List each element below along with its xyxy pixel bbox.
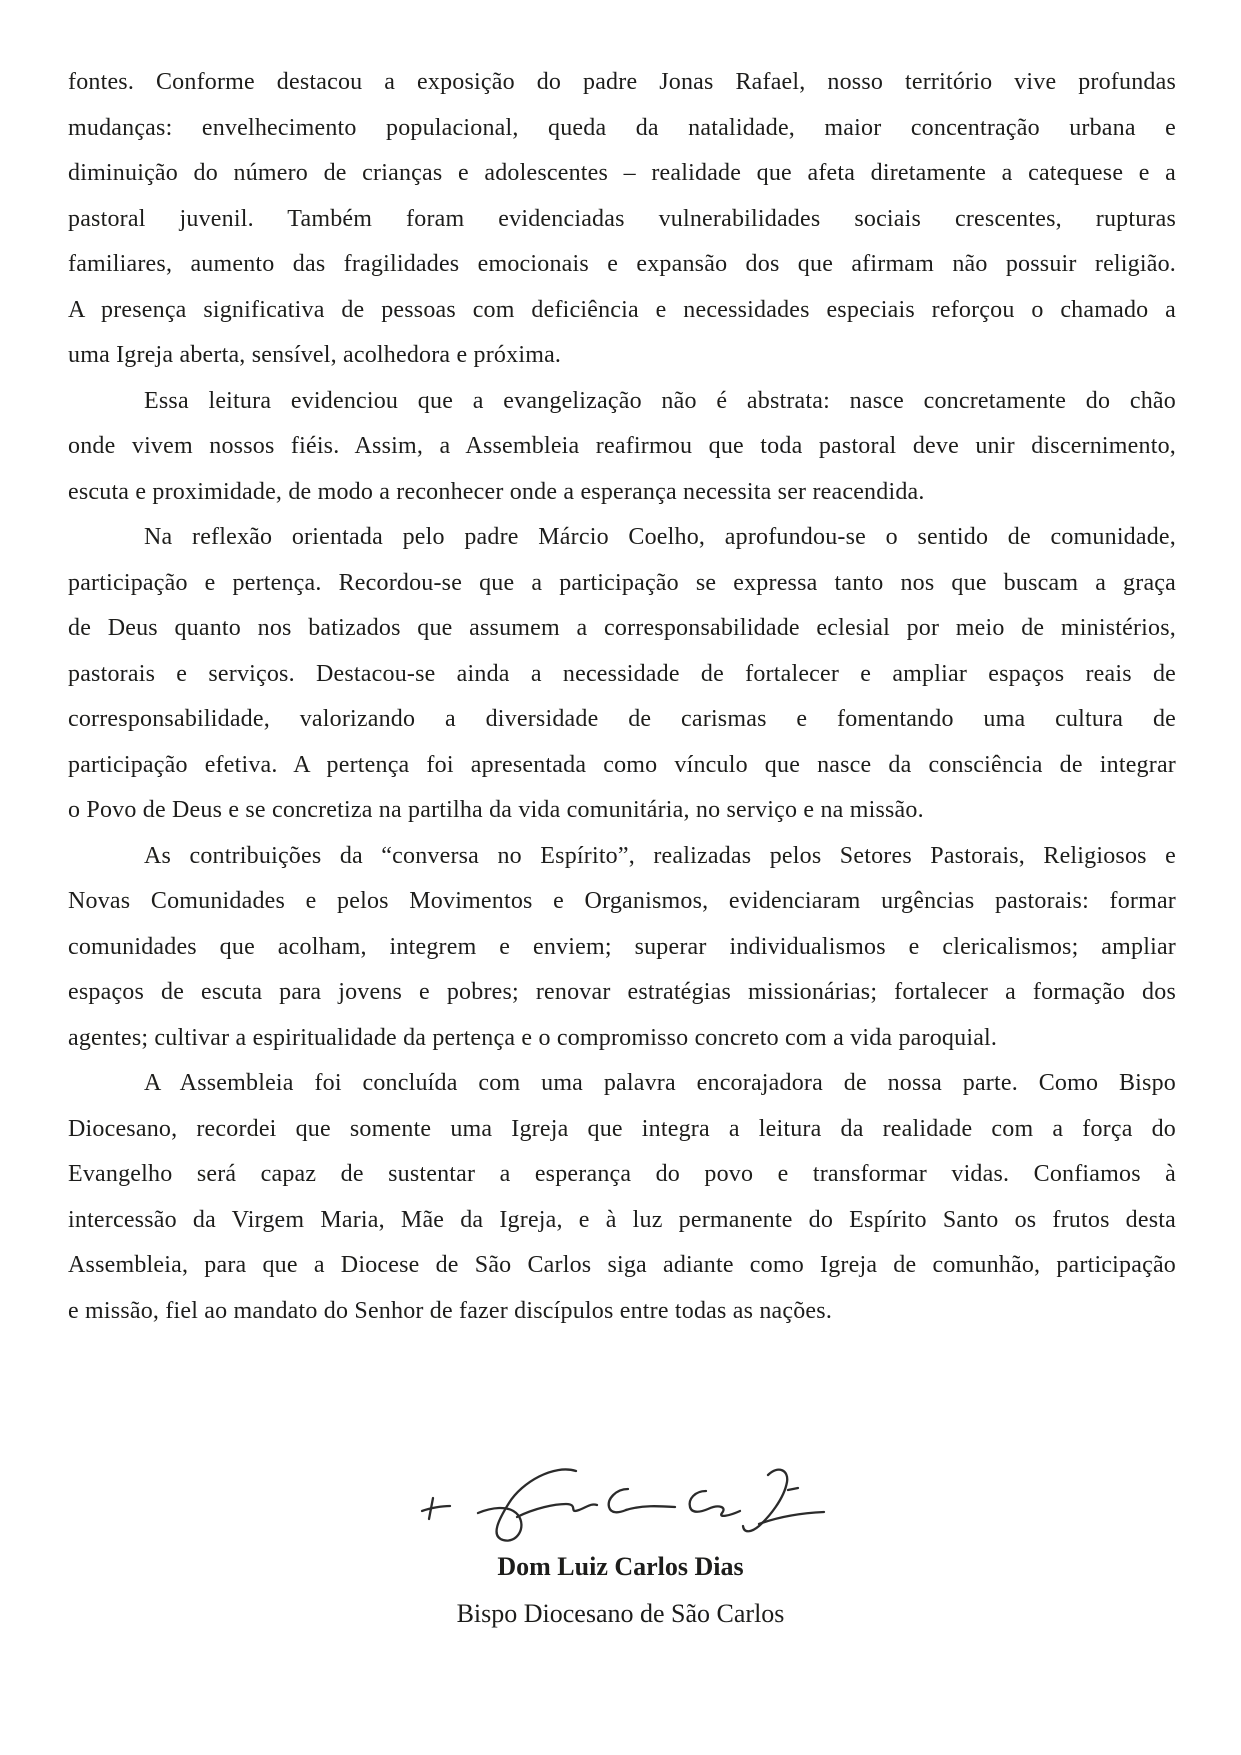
signatory-title: Bispo Diocesano de São Carlos xyxy=(456,1599,785,1628)
text-line: agentes; cultivar a espiritualidade da pertença e o compromisso concreto com a vida paroquial. xyxy=(68,1024,998,1051)
text-line: participação efetiva. A pertença foi apresentada como vínculo que nasce da consciência de integrar xyxy=(68,751,1176,778)
text-line: participação e pertença. Recordou-se que a participação se expressa tanto nos que buscam a graça xyxy=(68,569,1176,596)
text-line: o Povo de Deus e se concretiza na partilha da vida comunitária, no serviço e na missão. xyxy=(68,797,924,823)
text-line: Diocesano, recordei que somente uma Igreja que integra a leitura da realidade com a força do xyxy=(68,1115,1176,1142)
text-line: diminuição do número de crianças e adolescentes – realidade que afeta diretamente a catequese e a xyxy=(68,160,1176,186)
text-line: intercessão da Virgem Maria, Mãe da Igreja, e à luz permanente do Espírito Santo os frutos desta xyxy=(68,1206,1176,1233)
text-line: A presença significativa de pessoas com deficiência e necessidades especiais reforçou o chamado a xyxy=(68,296,1176,323)
text-line: pastoral juvenil. Também foram evidenciadas vulnerabilidades sociais crescentes, rupturas xyxy=(68,205,1176,232)
text-line: comunidades que acolham, integrem e enviem; superar individualismos e clericalismos; ampliar xyxy=(68,933,1176,960)
signature-block xyxy=(0,1462,1241,1631)
text-line: onde vivem nossos fiéis. Assim, a Assembleia reafirmou que toda pastoral deve unir discernimento, xyxy=(68,433,1176,459)
text-line: As contribuições da “conversa no Espírito”, realizadas pelos Setores Pastorais, Religiosos e xyxy=(144,842,1176,869)
text-line: espaços de escuta para jovens e pobres; renovar estratégias missionárias; fortalecer a formação dos xyxy=(68,979,1176,1005)
text-line: e missão, fiel ao mandato do Senhor de fazer discípulos entre todas as nações. xyxy=(68,1297,833,1324)
text-line: corresponsabilidade, valorizando a diversidade de carismas e fomentando uma cultura de xyxy=(68,706,1176,732)
signatory-name: Dom Luiz Carlos Dias xyxy=(497,1552,744,1581)
text-line: mudanças: envelhecimento populacional, queda da natalidade, maior concentração urbana e xyxy=(68,114,1176,141)
text-line: uma Igreja aberta, sensível, acolhedora e próxima. xyxy=(68,342,562,368)
signature-handwriting-image xyxy=(416,1462,826,1544)
text-line: A Assembleia foi concluída com uma palavra encorajadora de nossa parte. Como Bispo xyxy=(144,1070,1176,1096)
paragraph xyxy=(68,1061,1176,1334)
paragraph xyxy=(68,60,1176,379)
text-line: Essa leitura evidenciou que a evangelização não é abstrata: nasce concretamente do chão xyxy=(144,387,1176,414)
text-line: Evangelho será capaz de sustentar a esperança do povo e transformar vidas. Confiamos à xyxy=(68,1161,1176,1187)
paragraph xyxy=(68,834,1176,1062)
text-line: Assembleia, para que a Diocese de São Carlos siga adiante como Igreja de comunhão, participação xyxy=(68,1252,1176,1278)
text-line: pastorais e serviços. Destacou-se ainda a necessidade de fortalecer e ampliar espaços reais de xyxy=(68,660,1176,687)
text-line: fontes. Conforme destacou a exposição do padre Jonas Rafael, nosso território vive profundas xyxy=(68,69,1176,95)
text-line: Novas Comunidades e pelos Movimentos e Organismos, evidenciaram urgências pastorais: formar xyxy=(68,888,1176,914)
paragraph xyxy=(68,379,1176,516)
text-line: familiares, aumento das fragilidades emocionais e expansão dos que afirmam não possuir religião. xyxy=(68,251,1176,277)
paragraph xyxy=(68,515,1176,834)
text-line: de Deus quanto nos batizados que assumem a corresponsabilidade eclesial por meio de ministérios, xyxy=(68,615,1176,641)
text-line: Na reflexão orientada pelo padre Márcio Coelho, aprofundou-se o sentido de comunidade, xyxy=(144,524,1176,550)
text-line: escuta e proximidade, de modo a reconhecer onde a esperança necessita ser reacendida. xyxy=(68,478,925,505)
